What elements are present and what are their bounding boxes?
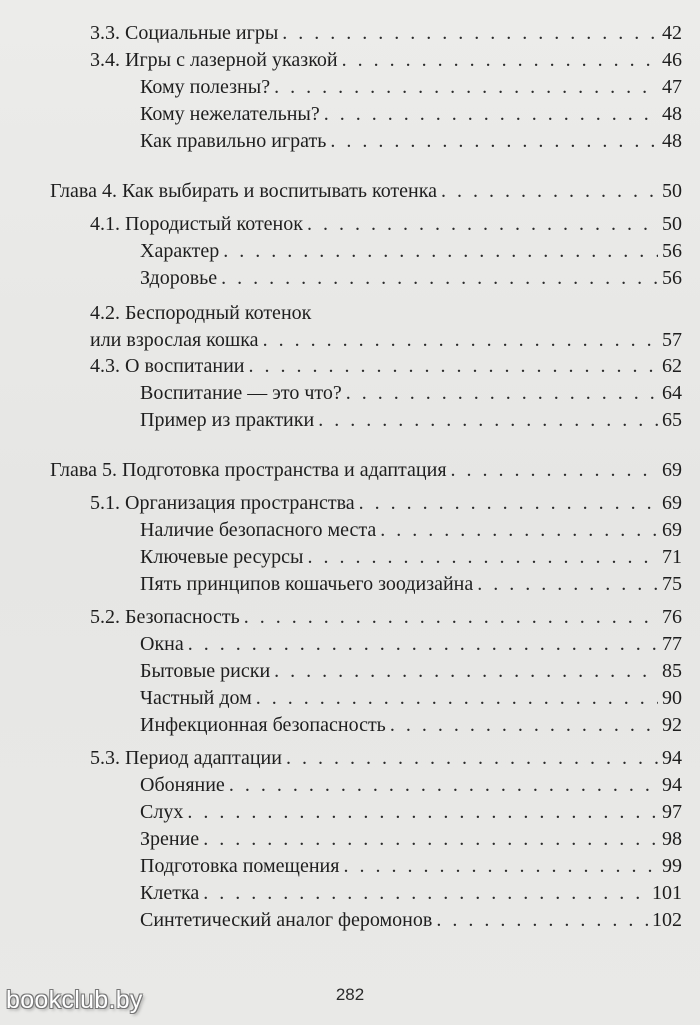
leader-dots xyxy=(286,745,658,771)
toc-entry xyxy=(140,265,682,291)
leader-dots xyxy=(188,631,658,657)
toc-entry-title: Пять принципов кошачьего зоодизайна xyxy=(140,573,474,595)
leader-dots xyxy=(223,238,658,264)
toc-entry xyxy=(140,407,682,433)
leader-dots xyxy=(221,265,658,291)
toc-entry-page: 69 xyxy=(662,459,682,481)
leader-dots xyxy=(330,128,658,154)
toc-entry-title: Как правильно играть xyxy=(140,130,327,152)
toc-entry-page: 85 xyxy=(662,660,682,682)
toc-entry-page: 71 xyxy=(662,546,682,568)
leader-dots xyxy=(451,457,658,483)
toc-chapter xyxy=(50,178,682,204)
toc-entry-title: Обоняние xyxy=(140,774,225,796)
toc-entry-page: 94 xyxy=(662,774,682,796)
leader-dots xyxy=(229,772,658,798)
toc-entry-page: 69 xyxy=(662,492,682,514)
toc-entry-page: 99 xyxy=(662,855,682,877)
toc-entry-page: 47 xyxy=(662,76,682,98)
toc-entry-page: 62 xyxy=(662,355,682,377)
toc-entry-title: Наличие безопасного места xyxy=(140,519,377,541)
toc-entry-title: Воспитание — это что? xyxy=(140,382,342,404)
toc-entry xyxy=(140,238,682,264)
toc-entry-title: Окна xyxy=(140,633,184,655)
toc-entry xyxy=(140,517,682,543)
toc-entry-title: Подготовка помещения xyxy=(140,855,340,877)
toc-entry-page: 98 xyxy=(662,828,682,850)
leader-dots xyxy=(307,211,658,237)
toc-entry-title: 5.3. Период адаптации xyxy=(90,747,282,769)
toc-entry-title: Клетка xyxy=(140,882,200,904)
page-number: 282 xyxy=(335,985,365,1004)
leader-dots xyxy=(390,712,658,738)
toc-entry-title: Кому полезны? xyxy=(140,76,271,98)
toc-entry-title: Глава 4. Как выбирать и воспитывать котенка xyxy=(50,180,438,202)
toc-entry-title: Характер xyxy=(140,240,220,262)
toc-entry xyxy=(140,826,682,852)
toc-entry xyxy=(140,128,682,154)
toc-entry-page: 76 xyxy=(662,606,682,628)
toc-entry-page: 75 xyxy=(662,573,682,595)
toc-entry-page: 50 xyxy=(662,213,682,235)
leader-dots xyxy=(436,907,648,933)
toc-entry-title: 3.4. Игры с лазерной указкой xyxy=(90,49,338,71)
toc-entry-title: Глава 5. Подготовка пространства и адаптация xyxy=(50,459,447,481)
toc-entry-title: Зрение xyxy=(140,828,200,850)
toc-entry xyxy=(90,211,682,237)
toc-entry xyxy=(90,745,682,771)
toc-entry-title: 5.2. Безопасность xyxy=(90,606,240,628)
toc-entry-page: 48 xyxy=(662,130,682,152)
leader-dots xyxy=(308,544,659,570)
toc-entry-continuation: или взрослая кошка xyxy=(90,329,259,351)
toc-entry-title: Слух xyxy=(140,801,184,823)
toc-entry xyxy=(140,880,682,906)
leader-dots xyxy=(263,327,658,353)
toc-entry-page: 90 xyxy=(662,687,682,709)
toc-entry-title: Частный дом xyxy=(140,687,252,709)
leader-dots xyxy=(359,490,658,516)
toc-entry-page: 57 xyxy=(662,329,682,351)
toc-entry-title: Синтетический аналог феромонов xyxy=(140,909,433,931)
toc-entry-page: 56 xyxy=(662,267,682,289)
toc-entry-page: 46 xyxy=(662,49,682,71)
leader-dots xyxy=(256,685,658,711)
toc-entry-page: 77 xyxy=(662,633,682,655)
toc-entry xyxy=(90,353,682,379)
toc-entry-page: 48 xyxy=(662,103,682,125)
leader-dots xyxy=(203,880,648,906)
leader-dots xyxy=(343,853,658,879)
toc-entry xyxy=(140,907,682,933)
toc-entry xyxy=(140,772,682,798)
leader-dots xyxy=(274,658,658,684)
toc-entry-page: 97 xyxy=(662,801,682,823)
toc-entry-title: Инфекционная безопасность xyxy=(140,714,386,736)
toc-entry-title: Бытовые риски xyxy=(140,660,271,682)
toc-entry xyxy=(90,20,682,46)
leader-dots xyxy=(441,178,658,204)
toc-entry-page: 56 xyxy=(662,240,682,262)
watermark-logo: bookclub.by xyxy=(6,986,143,1014)
toc-entry xyxy=(90,327,682,353)
toc-entry-page: 102 xyxy=(652,909,682,931)
toc-entry-title: 4.1. Породистый котенок xyxy=(90,213,303,235)
toc-entry xyxy=(140,571,682,597)
toc-entry xyxy=(140,631,682,657)
toc-entry-title: Пример из практики xyxy=(140,409,315,431)
leader-dots xyxy=(342,47,658,73)
toc-entry-page: 94 xyxy=(662,747,682,769)
toc-entry-page: 69 xyxy=(662,519,682,541)
toc-entry-title: 5.1. Организация пространства xyxy=(90,492,355,514)
toc-entry-title: Кому нежелательны? xyxy=(140,103,320,125)
toc-entry xyxy=(140,799,682,825)
leader-dots xyxy=(249,353,658,379)
toc-entry-title: 3.3. Социальные игры xyxy=(90,22,279,44)
leader-dots xyxy=(346,380,658,406)
leader-dots xyxy=(244,604,658,630)
toc-entry-page: 101 xyxy=(652,882,682,904)
toc-entry xyxy=(90,490,682,516)
toc-entry-page: 64 xyxy=(662,382,682,404)
toc-entry-title: Здоровье xyxy=(140,267,218,289)
leader-dots xyxy=(477,571,658,597)
toc-entry xyxy=(140,658,682,684)
toc-entry xyxy=(140,853,682,879)
toc-entry xyxy=(140,74,682,100)
leader-dots xyxy=(318,407,658,433)
leader-dots xyxy=(187,799,658,825)
toc-entry xyxy=(140,101,682,127)
toc-chapter xyxy=(50,457,682,483)
toc-entry-title: Ключевые ресурсы xyxy=(140,546,304,568)
leader-dots xyxy=(282,20,658,46)
toc-entry-title: 4.3. О воспитании xyxy=(90,355,245,377)
toc-entry xyxy=(140,685,682,711)
toc-entry xyxy=(140,544,682,570)
leader-dots xyxy=(380,517,658,543)
toc-entry-page: 50 xyxy=(662,180,682,202)
toc-entry xyxy=(140,380,682,406)
toc-entry-page: 92 xyxy=(662,714,682,736)
toc-entry xyxy=(140,712,682,738)
toc-entry xyxy=(90,47,682,73)
toc-entry-title: 4.2. Беспородный котенок xyxy=(90,302,312,324)
toc-entry xyxy=(90,604,682,630)
leader-dots xyxy=(203,826,658,852)
leader-dots xyxy=(274,74,658,100)
toc-entry-page: 65 xyxy=(662,409,682,431)
leader-dots xyxy=(324,101,658,127)
toc-entry-page: 42 xyxy=(662,22,682,44)
